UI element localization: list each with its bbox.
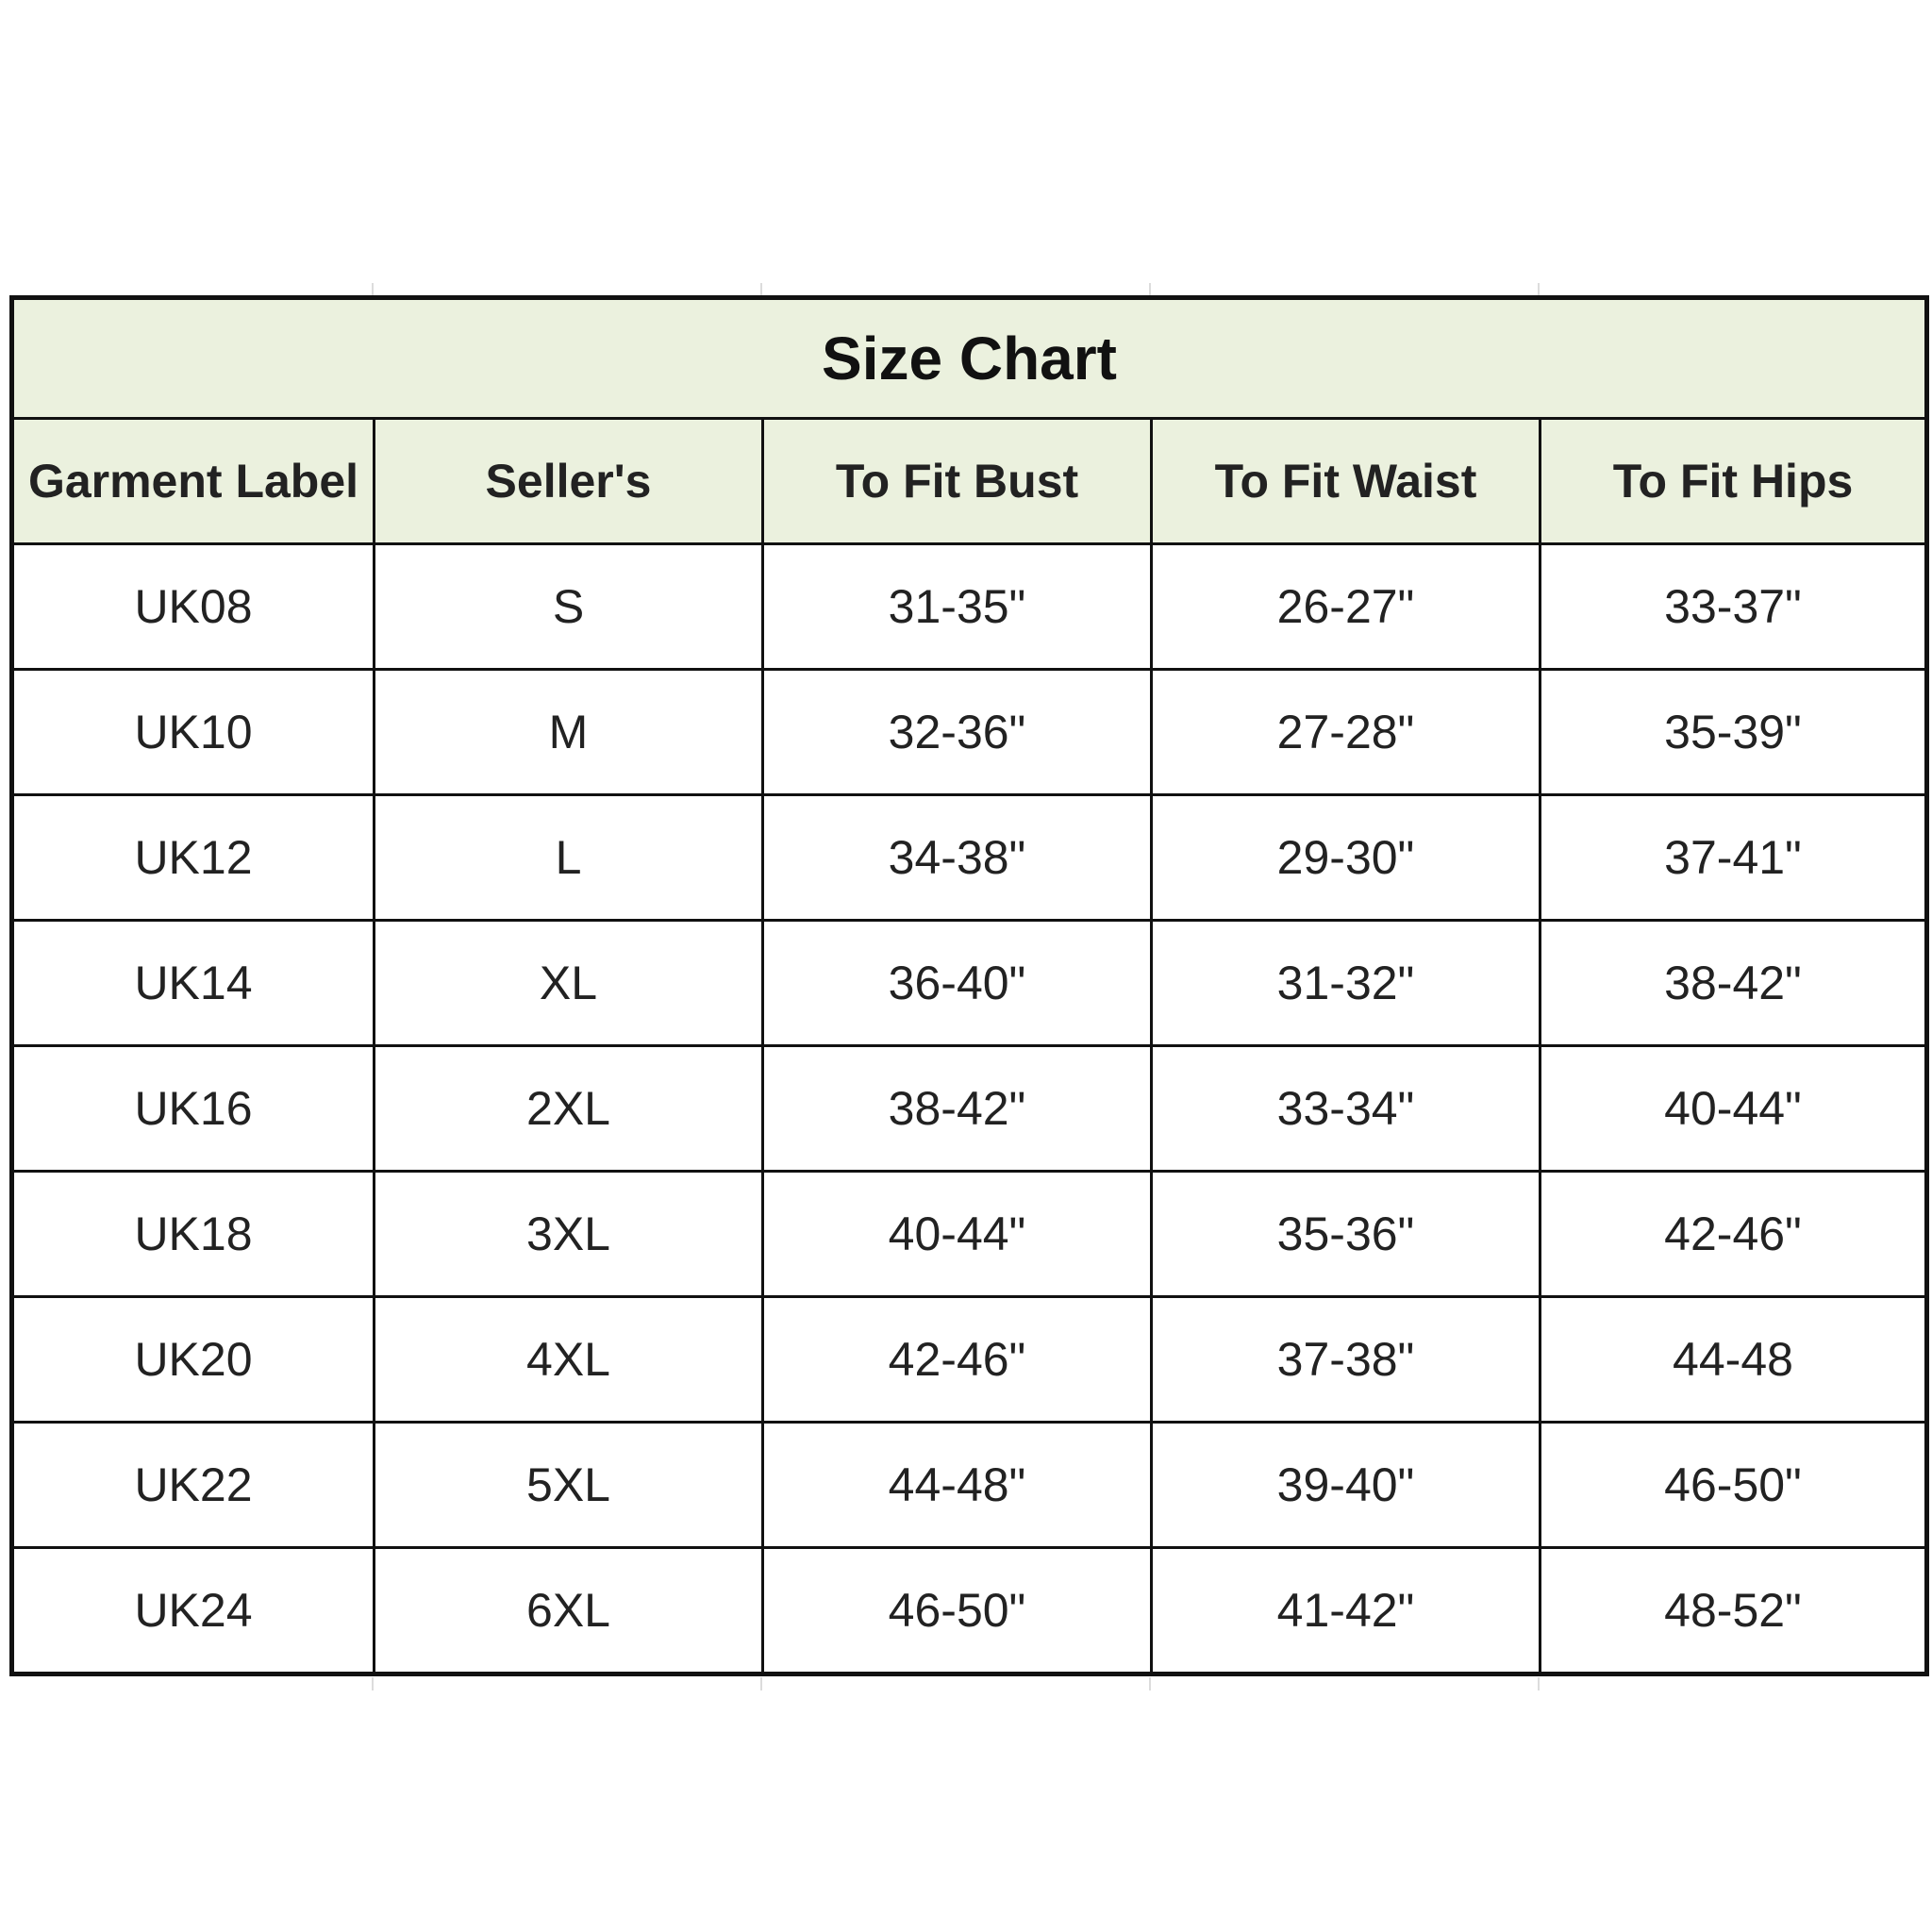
header-row bbox=[12, 419, 1927, 544]
table-cell: 40-44" bbox=[763, 1172, 1152, 1297]
table-row bbox=[12, 544, 1927, 670]
table-cell: 34-38" bbox=[763, 795, 1152, 921]
gridline-tick bbox=[1149, 283, 1151, 296]
gridline-tick bbox=[760, 283, 762, 296]
column-header-sellers: Seller's bbox=[375, 419, 763, 544]
table-row bbox=[12, 1423, 1927, 1548]
table-cell: 38-42" bbox=[763, 1046, 1152, 1172]
size-chart-table bbox=[9, 295, 1929, 1676]
table-cell: 35-39" bbox=[1541, 670, 1927, 795]
table-row bbox=[12, 670, 1927, 795]
table-cell: UK12 bbox=[12, 795, 375, 921]
gridline-tick bbox=[1538, 283, 1540, 296]
gridline-tick bbox=[372, 1677, 374, 1690]
table-cell: UK14 bbox=[12, 921, 375, 1046]
table-title: Size Chart bbox=[12, 298, 1927, 419]
table-cell: L bbox=[375, 795, 763, 921]
table-cell: UK24 bbox=[12, 1548, 375, 1674]
table-cell: UK18 bbox=[12, 1172, 375, 1297]
table-cell: 2XL bbox=[375, 1046, 763, 1172]
column-header-garment-label: Garment Label bbox=[12, 419, 375, 544]
table-cell: 5XL bbox=[375, 1423, 763, 1548]
column-header-hips: To Fit Hips bbox=[1541, 419, 1927, 544]
table-cell: 37-41" bbox=[1541, 795, 1927, 921]
table-cell: 26-27" bbox=[1152, 544, 1541, 670]
gridline-tick bbox=[1538, 1677, 1540, 1690]
table-row bbox=[12, 1046, 1927, 1172]
table-row bbox=[12, 1172, 1927, 1297]
table-cell: UK20 bbox=[12, 1297, 375, 1423]
table-cell: 29-30" bbox=[1152, 795, 1541, 921]
table-cell: 38-42" bbox=[1541, 921, 1927, 1046]
table-cell: 41-42" bbox=[1152, 1548, 1541, 1674]
table-cell: 44-48 bbox=[1541, 1297, 1927, 1423]
table-cell: 31-32" bbox=[1152, 921, 1541, 1046]
table-row bbox=[12, 1297, 1927, 1423]
table-cell: 33-34" bbox=[1152, 1046, 1541, 1172]
table-cell: 31-35" bbox=[763, 544, 1152, 670]
table-cell: 32-36" bbox=[763, 670, 1152, 795]
table-cell: M bbox=[375, 670, 763, 795]
table-cell: 46-50" bbox=[1541, 1423, 1927, 1548]
table-cell: 3XL bbox=[375, 1172, 763, 1297]
table-cell: 39-40" bbox=[1152, 1423, 1541, 1548]
table-cell: 46-50" bbox=[763, 1548, 1152, 1674]
table-cell: 33-37" bbox=[1541, 544, 1927, 670]
table-cell: 40-44" bbox=[1541, 1046, 1927, 1172]
table-cell: UK10 bbox=[12, 670, 375, 795]
table-cell: XL bbox=[375, 921, 763, 1046]
size-chart-sheet bbox=[9, 295, 1924, 1676]
gridline-tick bbox=[372, 283, 374, 296]
column-header-bust: To Fit Bust bbox=[763, 419, 1152, 544]
table-cell: UK08 bbox=[12, 544, 375, 670]
table-cell: 36-40" bbox=[763, 921, 1152, 1046]
table-cell: UK22 bbox=[12, 1423, 375, 1548]
table-cell: 6XL bbox=[375, 1548, 763, 1674]
gridline-tick bbox=[1149, 1677, 1151, 1690]
table-cell: 44-48" bbox=[763, 1423, 1152, 1548]
table-cell: 48-52" bbox=[1541, 1548, 1927, 1674]
table-cell: S bbox=[375, 544, 763, 670]
column-header-waist: To Fit Waist bbox=[1152, 419, 1541, 544]
table-row bbox=[12, 921, 1927, 1046]
table-cell: UK16 bbox=[12, 1046, 375, 1172]
table-cell: 37-38" bbox=[1152, 1297, 1541, 1423]
title-row bbox=[12, 298, 1927, 419]
table-cell: 42-46" bbox=[763, 1297, 1152, 1423]
table-cell: 35-36" bbox=[1152, 1172, 1541, 1297]
table-cell: 4XL bbox=[375, 1297, 763, 1423]
gridline-tick bbox=[760, 1677, 762, 1690]
table-cell: 42-46" bbox=[1541, 1172, 1927, 1297]
table-cell: 27-28" bbox=[1152, 670, 1541, 795]
table-row bbox=[12, 795, 1927, 921]
table-row bbox=[12, 1548, 1927, 1674]
